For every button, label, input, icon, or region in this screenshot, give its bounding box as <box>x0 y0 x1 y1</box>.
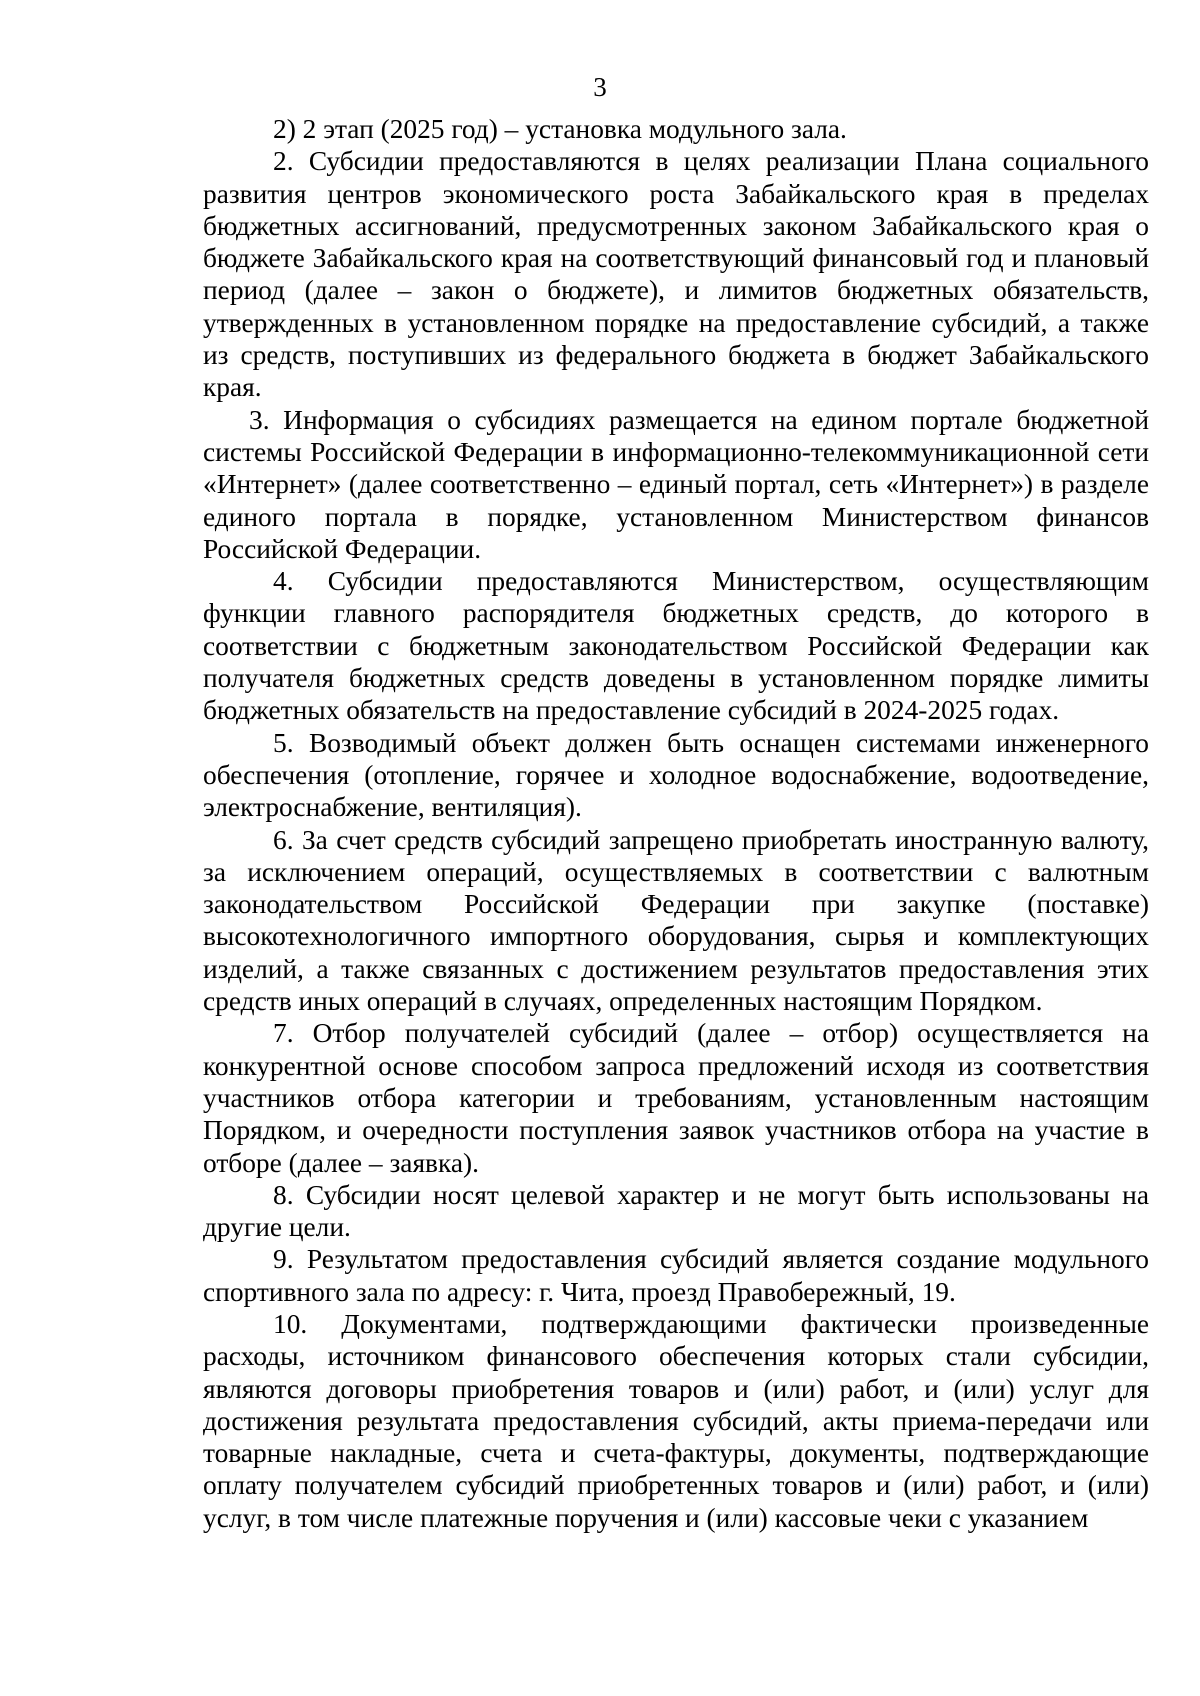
paragraph-5: 5. Возводимый объект должен быть оснащен системами инженерного обеспечения (отопление, горячее и холодное водоснабжение, водоотведение, электроснабжение, вентиляция). <box>203 727 1149 823</box>
paragraph-stage-2: 2) 2 этап (2025 год) – установка модульного зала. <box>273 114 847 144</box>
paragraph-3: 3. Информация о субсидиях размещается на едином портале бюджетной системы Российской Федерации в информационно-телекоммуникационной сети «Интернет» (далее соответственно – единый портал, сеть «Интернет») в разделе единого портала в порядке, установленном Министерством финансов Российской Федерации. <box>203 404 1149 564</box>
page-number: 3 <box>593 72 607 102</box>
paragraph-6: 6. За счет средств субсидий запрещено приобретать иностранную валюту, за исключением операций, осуществляемых в соответствии с валютным законодательством Российской Федерации при закупке (поставке) высокотехнологичного импортного оборудования, сырья и комплектующих изделий, а также связанных с достижением результатов предоставления этих средств иных операций в случаях, определенных настоящим Порядком. <box>203 824 1149 1017</box>
paragraph-8: 8. Субсидии носят целевой характер и не могут быть использованы на другие цели. <box>203 1179 1149 1243</box>
paragraph-2: 2. Субсидии предоставляются в целях реализации Плана социального развития центров экономического роста Забайкальского края в пределах бюджетных ассигнований, предусмотренных законом Забайкальского края о бюджете Забайкальского края на соответствующий финансовый год и плановый период (далее – закон о бюджете), и лимитов бюджетных обязательств, утвержденных в установленном порядке на предоставление субсидий, а также из средств, поступивших из федерального бюджета в бюджет Забайкальского края. <box>203 146 1149 403</box>
paragraph-9: 9. Результатом предоставления субсидий является создание модульного спортивного зала по адресу: г. Чита, проезд Правобережный, 19. <box>203 1244 1149 1307</box>
paragraph-10: 10. Документами, подтверждающими фактически произведенные расходы, источником финансового обеспечения которых стали субсидии, являются договоры приобретения товаров и (или) работ, и (или) услуг для достижения результата предоставления субсидий, акты приема-передачи или товарные накладные, счета и счета-фактуры, документы, подтверждающие оплату получателем субсидий приобретенных товаров и (или) работ, и (или) услуг, в том числе платежные поручения и (или) кассовые чеки с указанием <box>203 1308 1149 1533</box>
paragraph-4: 4. Субсидии предоставляются Министерством, осуществляющим функции главного распорядителя бюджетных средств, до которого в соответствии с бюджетным законодательством Российской Федерации как получателя бюджетных средств доведены в установленном порядке лимиты бюджетных обязательств на предоставление субсидий в 2024-2025 годах. <box>203 566 1149 726</box>
paragraph-7: 7. Отбор получателей субсидий (далее – отбор) осуществляется на конкурентной основе способом запроса предложений исходя из соответствия участников отбора категории и требованиям, установленным настоящим Порядком, и очередности поступления заявок участников отбора на участие в отборе (далее – заявка). <box>203 1018 1149 1178</box>
document-body <box>203 113 1149 1534</box>
